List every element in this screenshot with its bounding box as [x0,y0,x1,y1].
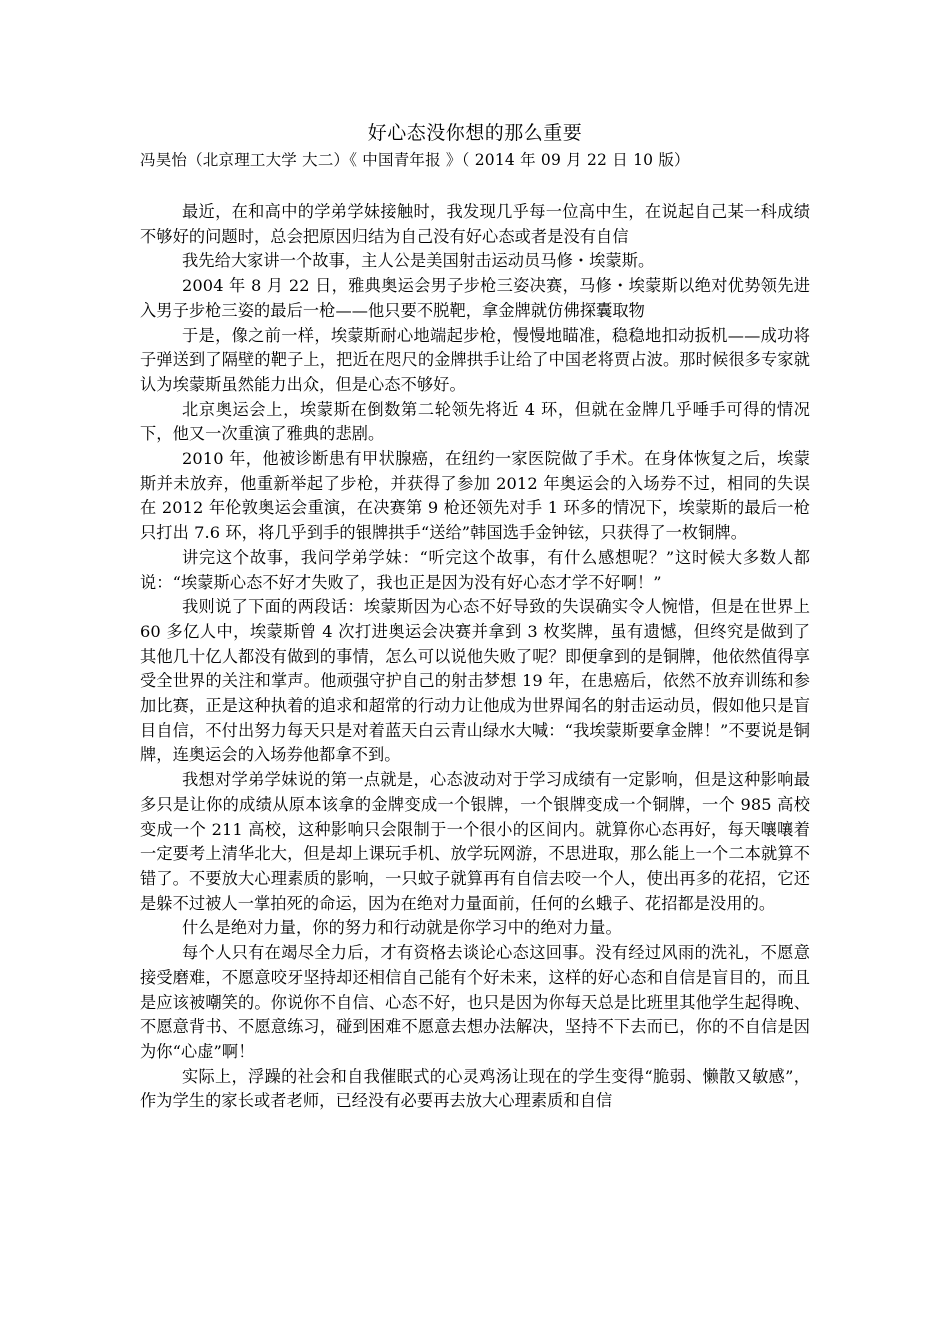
paragraph: 最近，在和高中的学弟学妹接触时，我发现几乎每一位高中生，在说起自己某一科成绩不够好的问题时，总会把原因归结为自己没有好心态或者是没有自信 [140,202,810,246]
paragraph: 实际上，浮躁的社会和自我催眠式的心灵鸡汤让现在的学生变得“脆弱、懒散又敏感”，作为学生的家长或者老师，已经没有必要再去放大心理素质和自信 [140,1066,810,1111]
paragraph: 2004 年 8 月 22 日，雅典奥运会男子步枪三姿决赛，马修・埃蒙斯以绝对优势领先进入男子步枪三姿的最后一枪——他只要不脱靶，拿金牌就仿佛探囊取物 [140,276,810,320]
article-body [140,200,810,1114]
paragraph: 我先给大家讲一个故事，主人公是美国射击运动员马修・埃蒙斯。 [182,251,655,271]
paragraph: 于是，像之前一样，埃蒙斯耐心地端起步枪，慢慢地瞄准，稳稳地扣动扳机——成功将子弹送到了隔壁的靶子上，把近在咫尺的金牌拱手让给了中国老将贾占波。那时候很多专家就认为埃蒙斯虽然能力出众，但是心态不够好。 [140,325,810,394]
article-byline: 冯昊怡（北京理工大学 大二）《 中国青年报 》（ 2014 年 09 月 22 日 10 版） [140,151,690,169]
paragraph: 每个人只有在竭尽全力后，才有资格去谈论心态这回事。没有经过风雨的洗礼，不愿意接受磨难，不愿意咬牙坚持却还相信自己能有个好未来，这样的好心态和自信是盲目的，而且是应该被嘲笑的。你说你不自信、心态不好，也只是因为你每天总是比班里其他学生起得晚、不愿意背书、不愿意练习，碰到困难不愿意去想办法解决，坚持不下去而已，你的不自信是因为你“心虚”啊！ [140,943,810,1061]
paragraph: 2010 年，他被诊断患有甲状腺癌，在纽约一家医院做了手术。在身体恢复之后，埃蒙斯并未放弃，他重新举起了步枪，并获得了参加 2012 年奥运会的入场券不过，相同的失误在 2012 年伦敦奥运会重演，在决赛第 9 枪还领先对手 1 环多的情况下，埃蒙斯的最后一枪只打出 7.6 环，将几乎到手的银牌拱手“送给”韩国选手金钟铉，只获得了一枚铜牌。 [140,449,810,543]
paragraph: 讲完这个故事，我问学弟学妹：“听完这个故事，有什么感想呢？”这时候大多数人都说：“埃蒙斯心态不好才失败了，我也正是因为没有好心态才学不好啊！” [140,547,810,592]
paragraph: 我想对学弟学妹说的第一点就是，心态波动对于学习成绩有一定影响，但是这种影响最多只是让你的成绩从原本该拿的金牌变成一个银牌，一个银牌变成一个铜牌，一个 985 高校变成一个 211 高校，这种影响只会限制于一个很小的区间内。就算你心态再好，每天嚷嚷着一定要考上清华北大，但是却上课玩手机、放学玩网游，不思进取，那么能上一个二本就算不错了。不要放大心理素质的影响，一只蚊子就算再有自信去咬一个人，使出再多的花招，它还是躲不过被人一掌拍死的命运，因为在绝对力量面前，任何的幺蛾子、花招都是没用的。 [140,770,810,913]
paragraph: 什么是绝对力量，你的努力和行动就是你学习中的绝对力量。 [182,918,622,938]
article-title: 好心态没你想的那么重要 [367,122,583,144]
paragraph: 我则说了下面的两段话：埃蒙斯因为心态不好导致的失误确实令人惋惜，但是在世界上 60 多亿人中，埃蒙斯曾 4 次打进奥运会决赛并拿到 3 枚奖牌，虽有遗憾，但终究是做到了其他几十亿人都没有做到的事情，怎么可以说他失败了呢？即便拿到的是铜牌，他依然值得享受全世界的关注和掌声。他顽强守护自己的射击梦想 19 年，在患癌后，依然不放弃训练和参加比赛，正是这种执着的追求和超常的行动力让他成为世界闻名的射击运动员，假如他只是盲目自信，不付出努力每天只是对着蓝天白云青山绿水大喊：“我埃蒙斯要拿金牌！”不要说是铜牌，连奥运会的入场券他都拿不到。 [140,597,810,765]
paragraph: 北京奥运会上，埃蒙斯在倒数第二轮领先将近 4 环，但就在金牌几乎唾手可得的情况下，他又一次重演了雅典的悲剧。 [140,399,810,444]
